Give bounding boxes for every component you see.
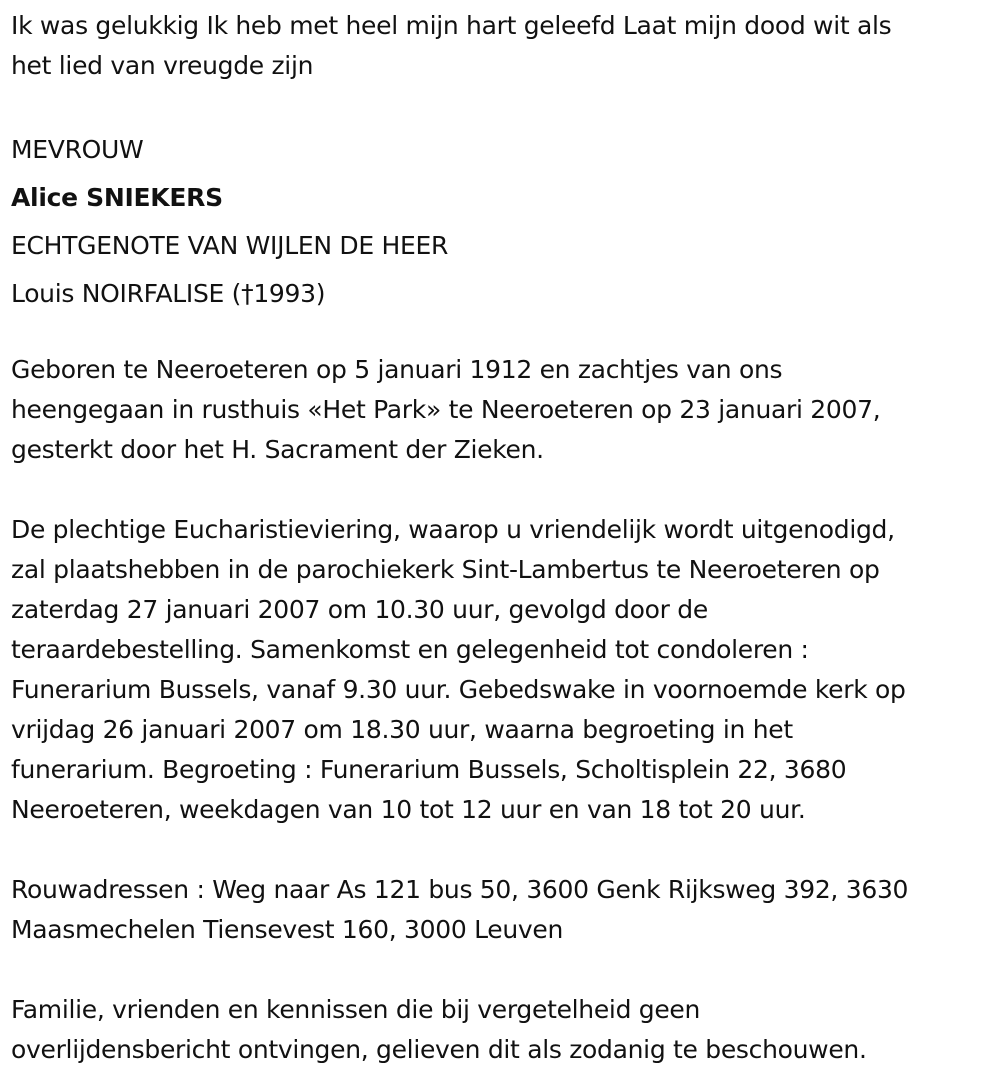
poem-line: het lied van vreugde zijn	[11, 51, 314, 80]
paragraph-spacer	[11, 830, 993, 870]
text-line: Neeroeteren, weekdagen van 10 tot 12 uur en van 18 tot 20 uur.	[11, 795, 806, 824]
relation-line: ECHTGENOTE VAN WIJLEN DE HEER	[11, 231, 449, 260]
spouse-line: Louis NOIRFALISE (†1993)	[11, 279, 326, 308]
text-line: funerarium. Begroeting : Funerarium Bussels, Scholtisplein 22, 3680	[11, 755, 847, 784]
text-line: Funerarium Bussels, vanaf 9.30 uur. Gebedswake in voornoemde kerk op	[11, 675, 906, 704]
text-line: gesterkt door het H. Sacrament der Zieken.	[11, 435, 544, 464]
obituary-document	[11, 6, 993, 1070]
text-line: Maasmechelen Tiensevest 160, 3000 Leuven	[11, 915, 564, 944]
ceremony-paragraph	[11, 510, 993, 830]
deceased-name: Alice SNIEKERS	[11, 183, 223, 212]
birth-death-paragraph	[11, 350, 993, 470]
text-line: zaterdag 27 januari 2007 om 10.30 uur, gevolgd door de	[11, 595, 708, 624]
text-line: teraardebestelling. Samenkomst en gelegenheid tot condoleren :	[11, 635, 809, 664]
paragraph-spacer	[11, 470, 993, 510]
paragraph-spacer	[11, 318, 993, 350]
closing-paragraph	[11, 990, 993, 1070]
text-line: overlijdensbericht ontvingen, gelieven dit als zodanig te beschouwen.	[11, 1035, 867, 1064]
text-line: De plechtige Eucharistieviering, waarop u vriendelijk wordt uitgenodigd,	[11, 515, 895, 544]
paragraph-spacer	[11, 86, 993, 126]
addresses-paragraph	[11, 870, 993, 950]
poem-line: Ik was gelukkig Ik heb met heel mijn hart geleefd Laat mijn dood wit als	[11, 11, 892, 40]
text-line: Geboren te Neeroeteren op 5 januari 1912 en zachtjes van ons	[11, 355, 783, 384]
text-line: Rouwadressen : Weg naar As 121 bus 50, 3600 Genk Rijksweg 392, 3630	[11, 875, 909, 904]
text-line: zal plaatshebben in de parochiekerk Sint-Lambertus te Neeroeteren op	[11, 555, 880, 584]
poem-paragraph	[11, 6, 993, 86]
text-line: heengegaan in rusthuis «Het Park» te Neeroeteren op 23 januari 2007,	[11, 395, 881, 424]
paragraph-spacer	[11, 950, 993, 990]
text-line: vrijdag 26 januari 2007 om 18.30 uur, waarna begroeting in het	[11, 715, 793, 744]
salutation: MEVROUW	[11, 135, 144, 164]
text-line: Familie, vrienden en kennissen die bij vergetelheid geen	[11, 995, 701, 1024]
